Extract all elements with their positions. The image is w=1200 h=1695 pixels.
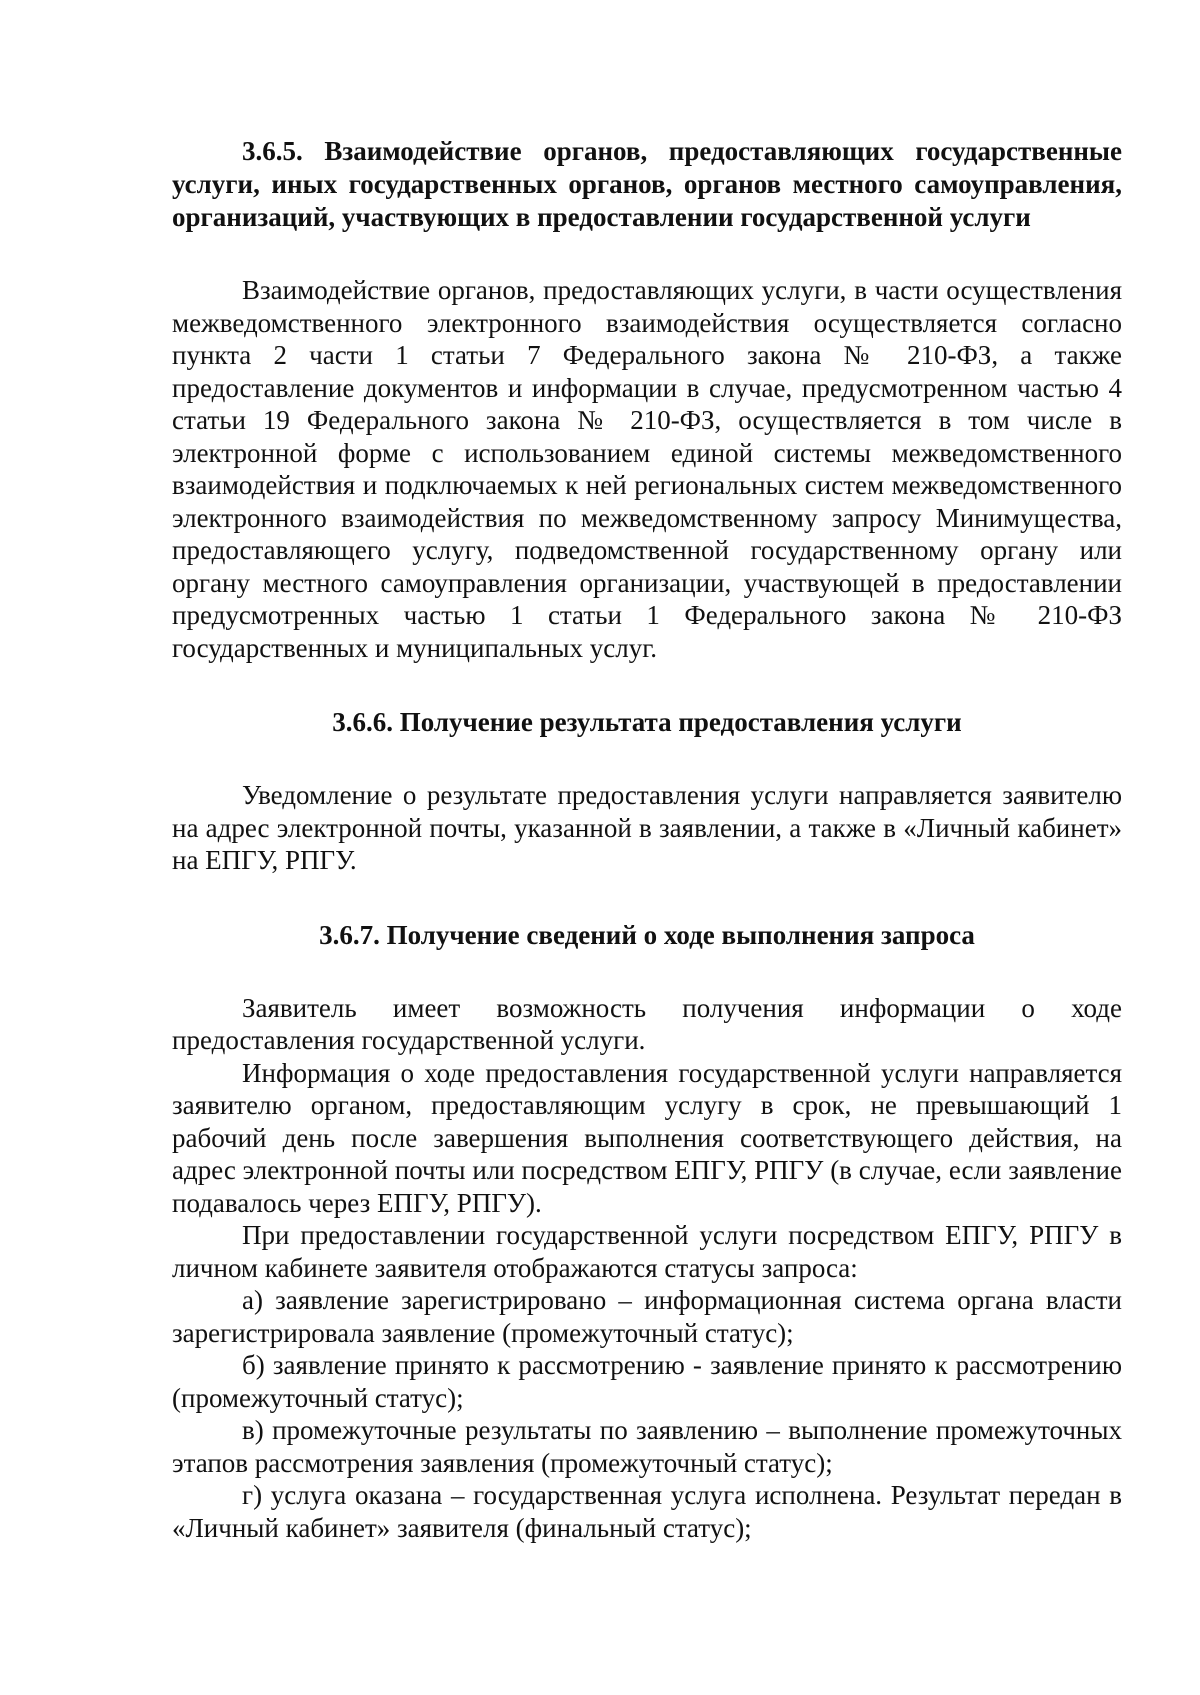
section-3-6-7-heading: 3.6.7. Получение сведений о ходе выполнения запроса	[319, 919, 975, 950]
section-3-6-5-paragraph: Взаимодействие органов, предоставляющих услуги, в части осуществления межведомственного электронного взаимодействия осуществляется согласно пункта 2 части 1 статьи 7 Федерального закона № 210-ФЗ, а также предоставление документов и информации в случае, предусмотренном частью 4 статьи 19 Федерального закона № 210-ФЗ, осуществляется в том числе в электронной форме с использованием единой системы межведомственного взаимодействия и подключаемых к ней региональных систем межведомственного электронного взаимодействия по межведомственному запросу Минимущества, предоставляющего услугу, подведомственной государственному органу или органу местного самоуправления организации, участвующей в предоставлении предусмотренных частью 1 статьи 1 Федерального закона № 210-ФЗ государственных и муниципальных услуг.	[172, 275, 1122, 663]
section-3-6-7-paragraph-1: Заявитель имеет возможность получения информации о ходе предоставления государственной услуги.	[172, 992, 1122, 1055]
document-page	[172, 135, 1122, 1544]
section-3-6-5-heading: 3.6.5. Взаимодействие органов, предоставляющих государственные услуги, иных государственных органов, органов местного самоуправления, организаций, участвующих в предоставлении государственной услуги	[172, 136, 1122, 232]
section-3-6-7-paragraph-2: Информация о ходе предоставления государственной услуги направляется заявителю органом, предоставляющим услугу в срок, не превышающий 1 рабочий день после завершения выполнения соответствующего действия, на адрес электронной почты или посредством ЕПГУ, РПГУ (в случае, если заявление подавалось через ЕПГУ, РПГУ).	[172, 1057, 1122, 1218]
status-item-a: а) заявление зарегистрировано – информационная система органа власти зарегистрировала заявление (промежуточный статус);	[172, 1285, 1122, 1348]
status-item-g: г) услуга оказана – государственная услуга исполнена. Результат передан в «Личный кабинет» заявителя (финальный статус);	[172, 1480, 1122, 1543]
section-3-6-6-paragraph: Уведомление о результате предоставления услуги направляется заявителю на адрес электронной почты, указанной в заявлении, а также в «Личный кабинет» на ЕПГУ, РПГУ.	[172, 780, 1122, 875]
status-item-b: б) заявление принято к рассмотрению - заявление принято к рассмотрению (промежуточный статус);	[172, 1350, 1122, 1413]
section-3-6-7-paragraph-3: При предоставлении государственной услуги посредством ЕПГУ, РПГУ в личном кабинете заявителя отображаются статусы запроса:	[172, 1220, 1122, 1283]
status-item-v: в) промежуточные результаты по заявлению – выполнение промежуточных этапов рассмотрения заявления (промежуточный статус);	[172, 1415, 1122, 1478]
section-3-6-6-heading: 3.6.6. Получение результата предоставления услуги	[332, 707, 962, 737]
